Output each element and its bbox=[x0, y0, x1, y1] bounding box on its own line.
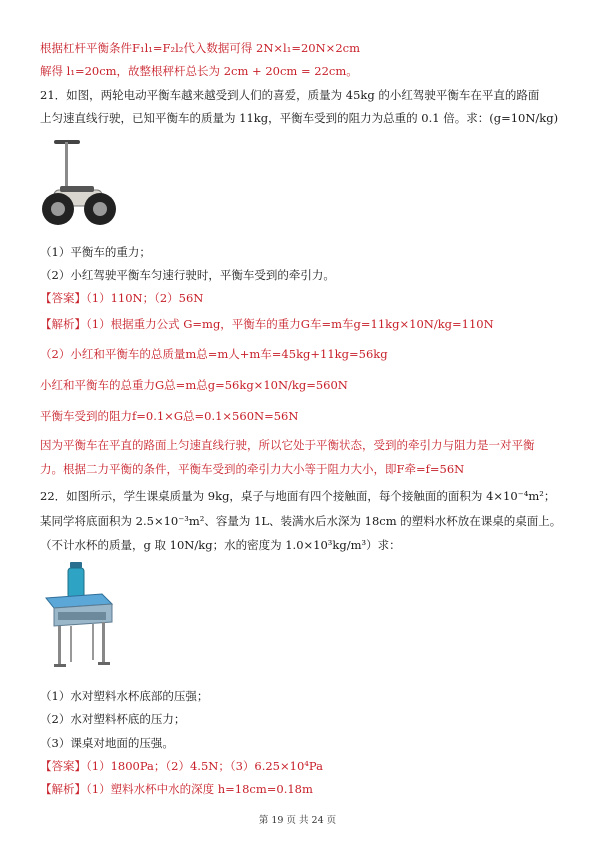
explanation-tag: 【解析】 bbox=[40, 317, 86, 331]
answer-tag: 【答案】 bbox=[40, 759, 86, 773]
q21-answer bbox=[40, 290, 555, 306]
q21-explanation-6: 力。根据二力平衡的条件，平衡车受到的牵引力大小等于阻力大小，即F牵=f=56N bbox=[40, 462, 465, 476]
q21-explanation-2: （2）小红和平衡车的总质量m总=m人+m车=45kg+11kg=56kg bbox=[40, 347, 388, 361]
desk-bottle-image bbox=[40, 560, 116, 674]
page-number-footer: 第 19 页 共 24 页 bbox=[258, 815, 337, 826]
q21-explanation-3: 小红和平衡车的总重力G总=m总g=56kg×10N/kg=560N bbox=[40, 378, 348, 392]
answer-text: （1）110N；（2）56N bbox=[86, 291, 204, 305]
explanation-text: （1）根据重力公式 G=mg，平衡车的重力G车=m车g=11kg×10N/kg=110N bbox=[86, 317, 494, 331]
q22-text-line-3: （不计水杯的质量，g 取 10N/kg；水的密度为 1.0×10³kg/m³）求： bbox=[40, 538, 401, 552]
q22-explanation-1 bbox=[40, 781, 555, 797]
q22-item-1: （1）水对塑料水杯底部的压强； bbox=[40, 689, 209, 703]
q22-item-2: （2）水对塑料杯底的压力； bbox=[40, 712, 186, 726]
q22-text-line-1: 22．如图所示，学生课桌质量为 9kg，桌子与地面有四个接触面，每个接触面的面积为 4×10⁻⁴m²； bbox=[40, 489, 556, 503]
q21-item-2: （2）小红驾驶平衡车匀速行驶时，平衡车受到的牵引力。 bbox=[40, 268, 335, 282]
q21-text-line-2: 上匀速直线行驶，已知平衡车的质量为 11kg，平衡车受到的阻力为总重的 0.1 倍。求：(g=10N/kg) bbox=[40, 111, 559, 125]
prev-solution-line-1: 根据杠杆平衡条件F₁l₁=F₂l₂代入数据可得 2N×l₁=20N×2cm bbox=[40, 41, 360, 55]
q22-item-3: （3）课桌对地面的压强。 bbox=[40, 736, 174, 750]
q21-text-line-1: 21．如图，两轮电动平衡车越来越受到人们的喜爱，质量为 45kg 的小红驾驶平衡车在平直的路面 bbox=[40, 88, 540, 102]
answer-tag: 【答案】 bbox=[40, 291, 86, 305]
explanation-text: （1）塑料水杯中水的深度 h=18cm=0.18m bbox=[86, 782, 313, 796]
explanation-tag: 【解析】 bbox=[40, 782, 86, 796]
q21-item-1: （1）平衡车的重力； bbox=[40, 245, 151, 259]
q22-answer bbox=[40, 758, 555, 774]
q21-explanation-4: 平衡车受到的阻力f=0.1×G总=0.1×560N=56N bbox=[40, 409, 299, 423]
answer-text: （1）1800Pa；（2）4.5N；（3）6.25×10⁴Pa bbox=[86, 759, 323, 773]
q21-explanation-5: 因为平衡车在平直的路面上匀速直线行驶，所以它处于平衡状态，受到的牵引力与阻力是一对平衡 bbox=[40, 438, 535, 452]
q21-explanation-1 bbox=[40, 316, 555, 332]
prev-solution-line-2: 解得 l₁=20cm，故整根秤杆总长为 2cm + 20cm = 22cm。 bbox=[40, 64, 358, 78]
balance-scooter-image bbox=[40, 134, 120, 230]
q22-text-line-2: 某同学将底面积为 2.5×10⁻³m²、容量为 1L、装满水后水深为 18cm 的塑料水杯放在课桌的桌面上。 bbox=[40, 514, 562, 528]
